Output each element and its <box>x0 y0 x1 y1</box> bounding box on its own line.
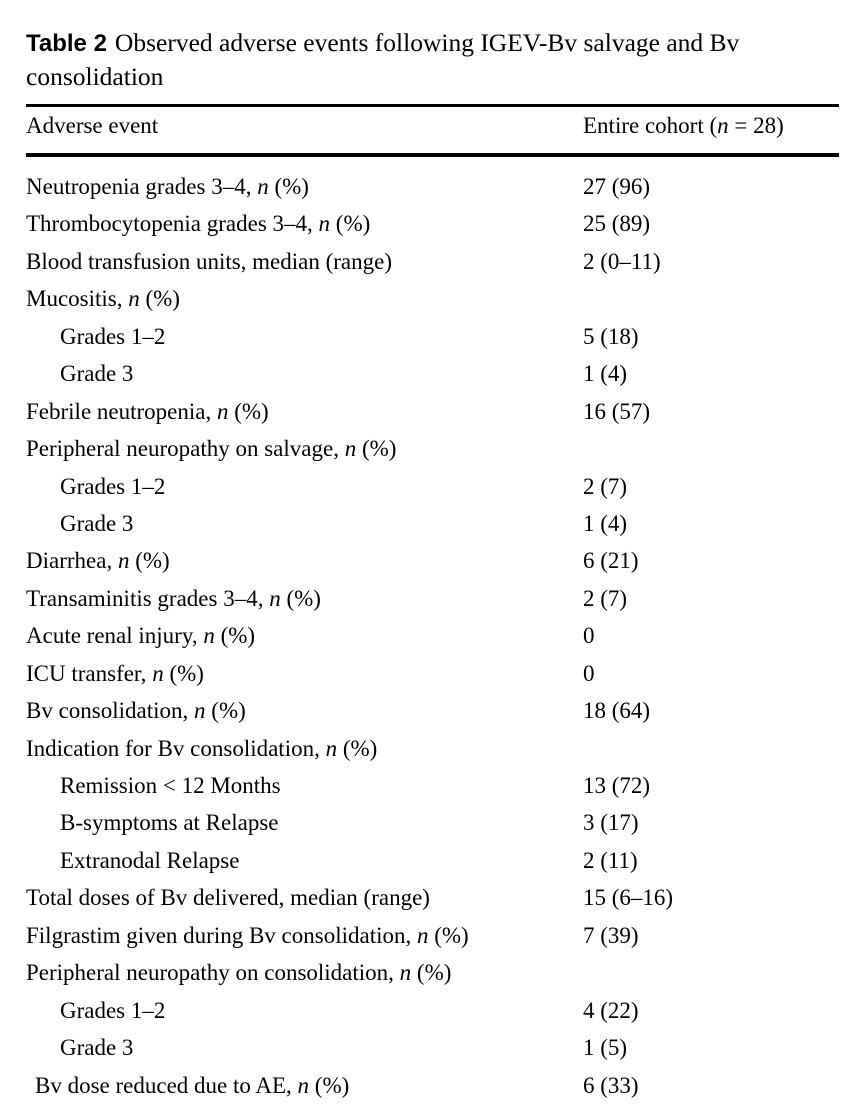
table-row <box>0 842 861 879</box>
row-label: Grade 3 <box>60 361 134 387</box>
row-value: 2 (7) <box>583 585 628 611</box>
row-value: 3 (17) <box>583 810 639 836</box>
table-title: Observed adverse events following IGEV-Bv salvage and Bv consolidation <box>26 28 740 91</box>
table-row <box>0 280 861 317</box>
table-row <box>0 617 861 654</box>
table-row <box>0 430 861 467</box>
row-value: 25 (89) <box>583 211 651 237</box>
table-row <box>0 505 861 542</box>
row-value: 0 <box>583 623 595 649</box>
row-label: Peripheral neuropathy on consolidation, n (%) <box>26 960 452 986</box>
row-label: Grade 3 <box>60 1035 134 1061</box>
header-entire-cohort: Entire cohort (n = 28) <box>583 113 784 138</box>
row-value: 13 (72) <box>583 773 651 798</box>
table-row <box>0 1067 861 1104</box>
table-row <box>0 879 861 916</box>
row-value: 5 (18) <box>583 323 639 349</box>
table-header <box>0 113 861 147</box>
row-value: 2 (11) <box>583 847 638 873</box>
row-label: ICU transfer, n (%) <box>26 660 204 686</box>
table-row <box>0 393 861 430</box>
row-label: Bv dose reduced due to AE, n (%) <box>35 1072 350 1098</box>
row-label: Bv consolidation, n (%) <box>26 698 246 724</box>
row-label: Grades 1–2 <box>60 997 166 1023</box>
row-label: Grade 3 <box>60 510 134 536</box>
table-row <box>0 580 861 617</box>
row-value: 4 (22) <box>583 997 639 1023</box>
row-value: 18 (64) <box>583 698 651 724</box>
table-row <box>0 243 861 280</box>
row-value: 2 (0–11) <box>583 248 661 274</box>
row-value: 27 (96) <box>583 174 651 199</box>
row-label: Mucositis, n (%) <box>26 286 180 312</box>
row-label: Acute renal injury, n (%) <box>26 623 256 649</box>
table-caption <box>26 26 846 93</box>
table-row <box>0 655 861 692</box>
row-value: 6 (33) <box>583 1072 639 1098</box>
row-label: Thrombocytopenia grades 3–4, n (%) <box>26 211 371 237</box>
row-label: Extranodal Relapse <box>60 847 240 873</box>
row-label: Febrile neutropenia, n (%) <box>26 398 269 424</box>
row-label: Diarrhea, n (%) <box>26 548 170 574</box>
row-label: Transaminitis grades 3–4, n (%) <box>26 585 321 611</box>
row-value: 16 (57) <box>583 398 651 424</box>
table-row <box>0 355 861 392</box>
table-row <box>0 730 861 767</box>
row-label: Grades 1–2 <box>60 323 166 349</box>
table-row <box>0 542 861 579</box>
row-value: 7 (39) <box>583 922 639 948</box>
table-row <box>0 804 861 841</box>
table-row <box>0 767 861 804</box>
row-value: 15 (6–16) <box>583 885 674 911</box>
table-row <box>0 954 861 991</box>
table-row <box>0 205 861 242</box>
row-value: 1 (4) <box>583 361 628 387</box>
table-label: Table 2 <box>26 30 107 57</box>
row-label: Remission < 12 Months <box>60 773 281 798</box>
row-value: 1 (5) <box>583 1035 628 1061</box>
table-row <box>0 318 861 355</box>
header-adverse-event: Adverse event <box>26 113 159 138</box>
row-value: 0 <box>583 660 595 686</box>
row-label: Peripheral neuropathy on salvage, n (%) <box>26 436 397 462</box>
row-label: Blood transfusion units, median (range) <box>26 248 393 274</box>
table-row <box>0 917 861 954</box>
table-row <box>0 168 861 205</box>
row-label: Filgrastim given during Bv consolidation, n (%) <box>26 922 469 948</box>
table-row <box>0 992 861 1029</box>
row-label: B-symptoms at Relapse <box>60 810 279 836</box>
row-label: Neutropenia grades 3–4, n (%) <box>26 174 309 199</box>
row-value: 6 (21) <box>583 548 639 574</box>
row-value: 2 (7) <box>583 473 628 499</box>
table-row <box>0 1029 861 1066</box>
row-label: Total doses of Bv delivered, median (range) <box>26 885 430 911</box>
row-label: Indication for Bv consolidation, n (%) <box>26 735 378 761</box>
header-rule <box>26 153 839 157</box>
table-body <box>0 168 861 1104</box>
table-row <box>0 692 861 729</box>
top-rule <box>26 104 839 107</box>
row-label: Grades 1–2 <box>60 473 166 499</box>
table-row <box>0 468 861 505</box>
row-value: 1 (4) <box>583 510 628 536</box>
